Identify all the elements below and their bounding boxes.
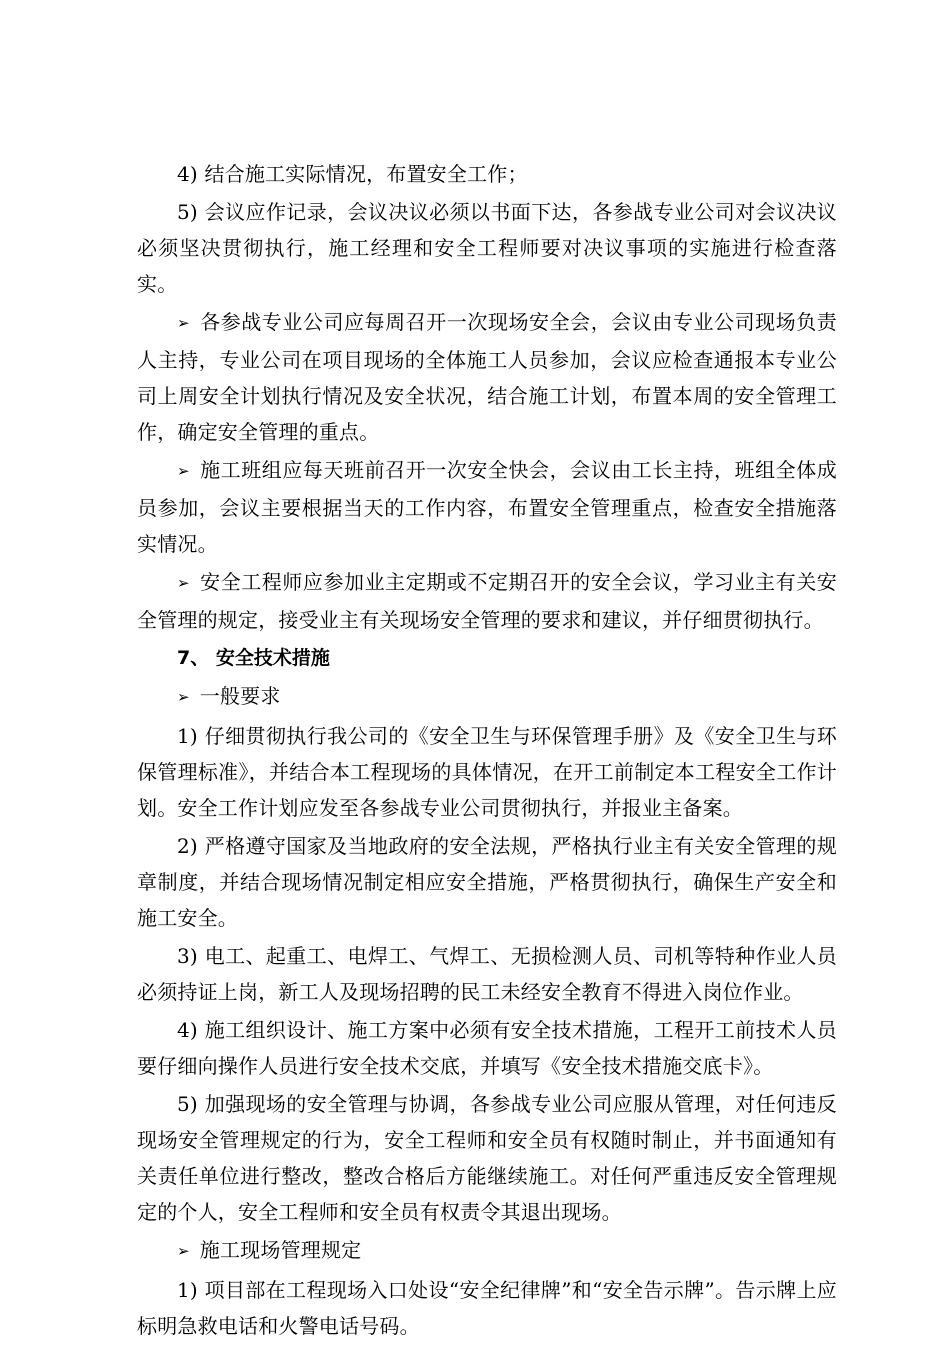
- document-body: [137, 156, 837, 1346]
- bullet-heading-general: [137, 678, 837, 716]
- bullet-paragraph-weekly-meeting: [137, 304, 837, 450]
- site-rule-item-1: 1) 项目部在工程现场入口处设“安全纪律牌”和“安全告示牌”。告示牌上应标明急救电话和火警电话号码。: [137, 1278, 837, 1338]
- arrow-bullet-icon: ➢: [177, 462, 190, 480]
- arrow-bullet-icon: ➢: [177, 314, 190, 332]
- arrow-bullet-icon: ➢: [177, 688, 190, 706]
- general-item-4: 4) 施工组织设计、施工方案中必须有安全技术措施，工程开工前技术人员要仔细向操作人员进行安全技术交底，并填写《安全技术措施交底卡》。: [137, 1018, 837, 1078]
- bullet-paragraph-daily-meeting: [137, 452, 837, 562]
- bullet-text: 施工现场管理规定: [199, 1238, 362, 1262]
- paragraph-item-5: 5) 会议应作记录，会议决议必须以书面下达，各参战专业公司对会议决议必须坚决贯彻执行，施工经理和安全工程师要对决议事项的实施进行检查落实。: [137, 200, 837, 296]
- general-item-2: 2) 严格遵守国家及当地政府的安全法规，严格执行业主有关安全管理的规章制度，并结合现场情况制定相应安全措施，严格贯彻执行，确保生产安全和施工安全。: [137, 834, 837, 930]
- general-item-1: 1) 仔细贯彻执行我公司的《安全卫生与环保管理手册》及《安全卫生与环保管理标准》，并结合本工程现场的具体情况，在开工前制定本工程安全工作计划。安全工作计划应发至各参战专业公司贯彻执行，并报业主备案。: [137, 724, 837, 820]
- bullet-text: 施工班组应每天班前召开一次安全快会，会议由工长主持，班组全体成员参加，会议主要根据当天的工作内容，布置安全管理重点，检查安全措施落实情况。: [137, 458, 837, 556]
- bullet-heading-site-rules: [137, 1232, 837, 1270]
- bullet-text: 各参战专业公司应每周召开一次现场安全会，会议由专业公司现场负责人主持，专业公司在项目现场的全体施工人员参加，会议应检查通报本专业公司上周安全计划执行情况及安全状况，结合施工计划，布置本周的安全管理工作，确定安全管理的重点。: [137, 310, 837, 444]
- bullet-paragraph-owner-meeting: [137, 564, 837, 638]
- arrow-bullet-icon: ➢: [177, 574, 190, 592]
- general-item-5: 5) 加强现场的安全管理与协调，各参战专业公司应服从管理，对任何违反现场安全管理规定的行为，安全工程师和安全员有权随时制止，并书面通知有关责任单位进行整改，整改合格后方能继续施工。对任何严重违反安全管理规定的个人，安全工程师和安全员有权责令其退出现场。: [137, 1092, 837, 1224]
- section-heading-7: 7、 安全技术措施: [177, 647, 330, 669]
- general-item-3: 3) 电工、起重工、电焊工、气焊工、无损检测人员、司机等特种作业人员必须持证上岗，新工人及现场招聘的民工未经安全教育不得进入岗位作业。: [137, 944, 837, 1004]
- arrow-bullet-icon: ➢: [177, 1242, 190, 1260]
- bullet-text: 安全工程师应参加业主定期或不定期召开的安全会议，学习业主有关安全管理的规定，接受业主有关现场安全管理的要求和建议，并仔细贯彻执行。: [137, 570, 837, 632]
- paragraph-item-4: 4) 结合施工实际情况，布置安全工作；: [177, 162, 528, 186]
- bullet-text: 一般要求: [199, 684, 281, 708]
